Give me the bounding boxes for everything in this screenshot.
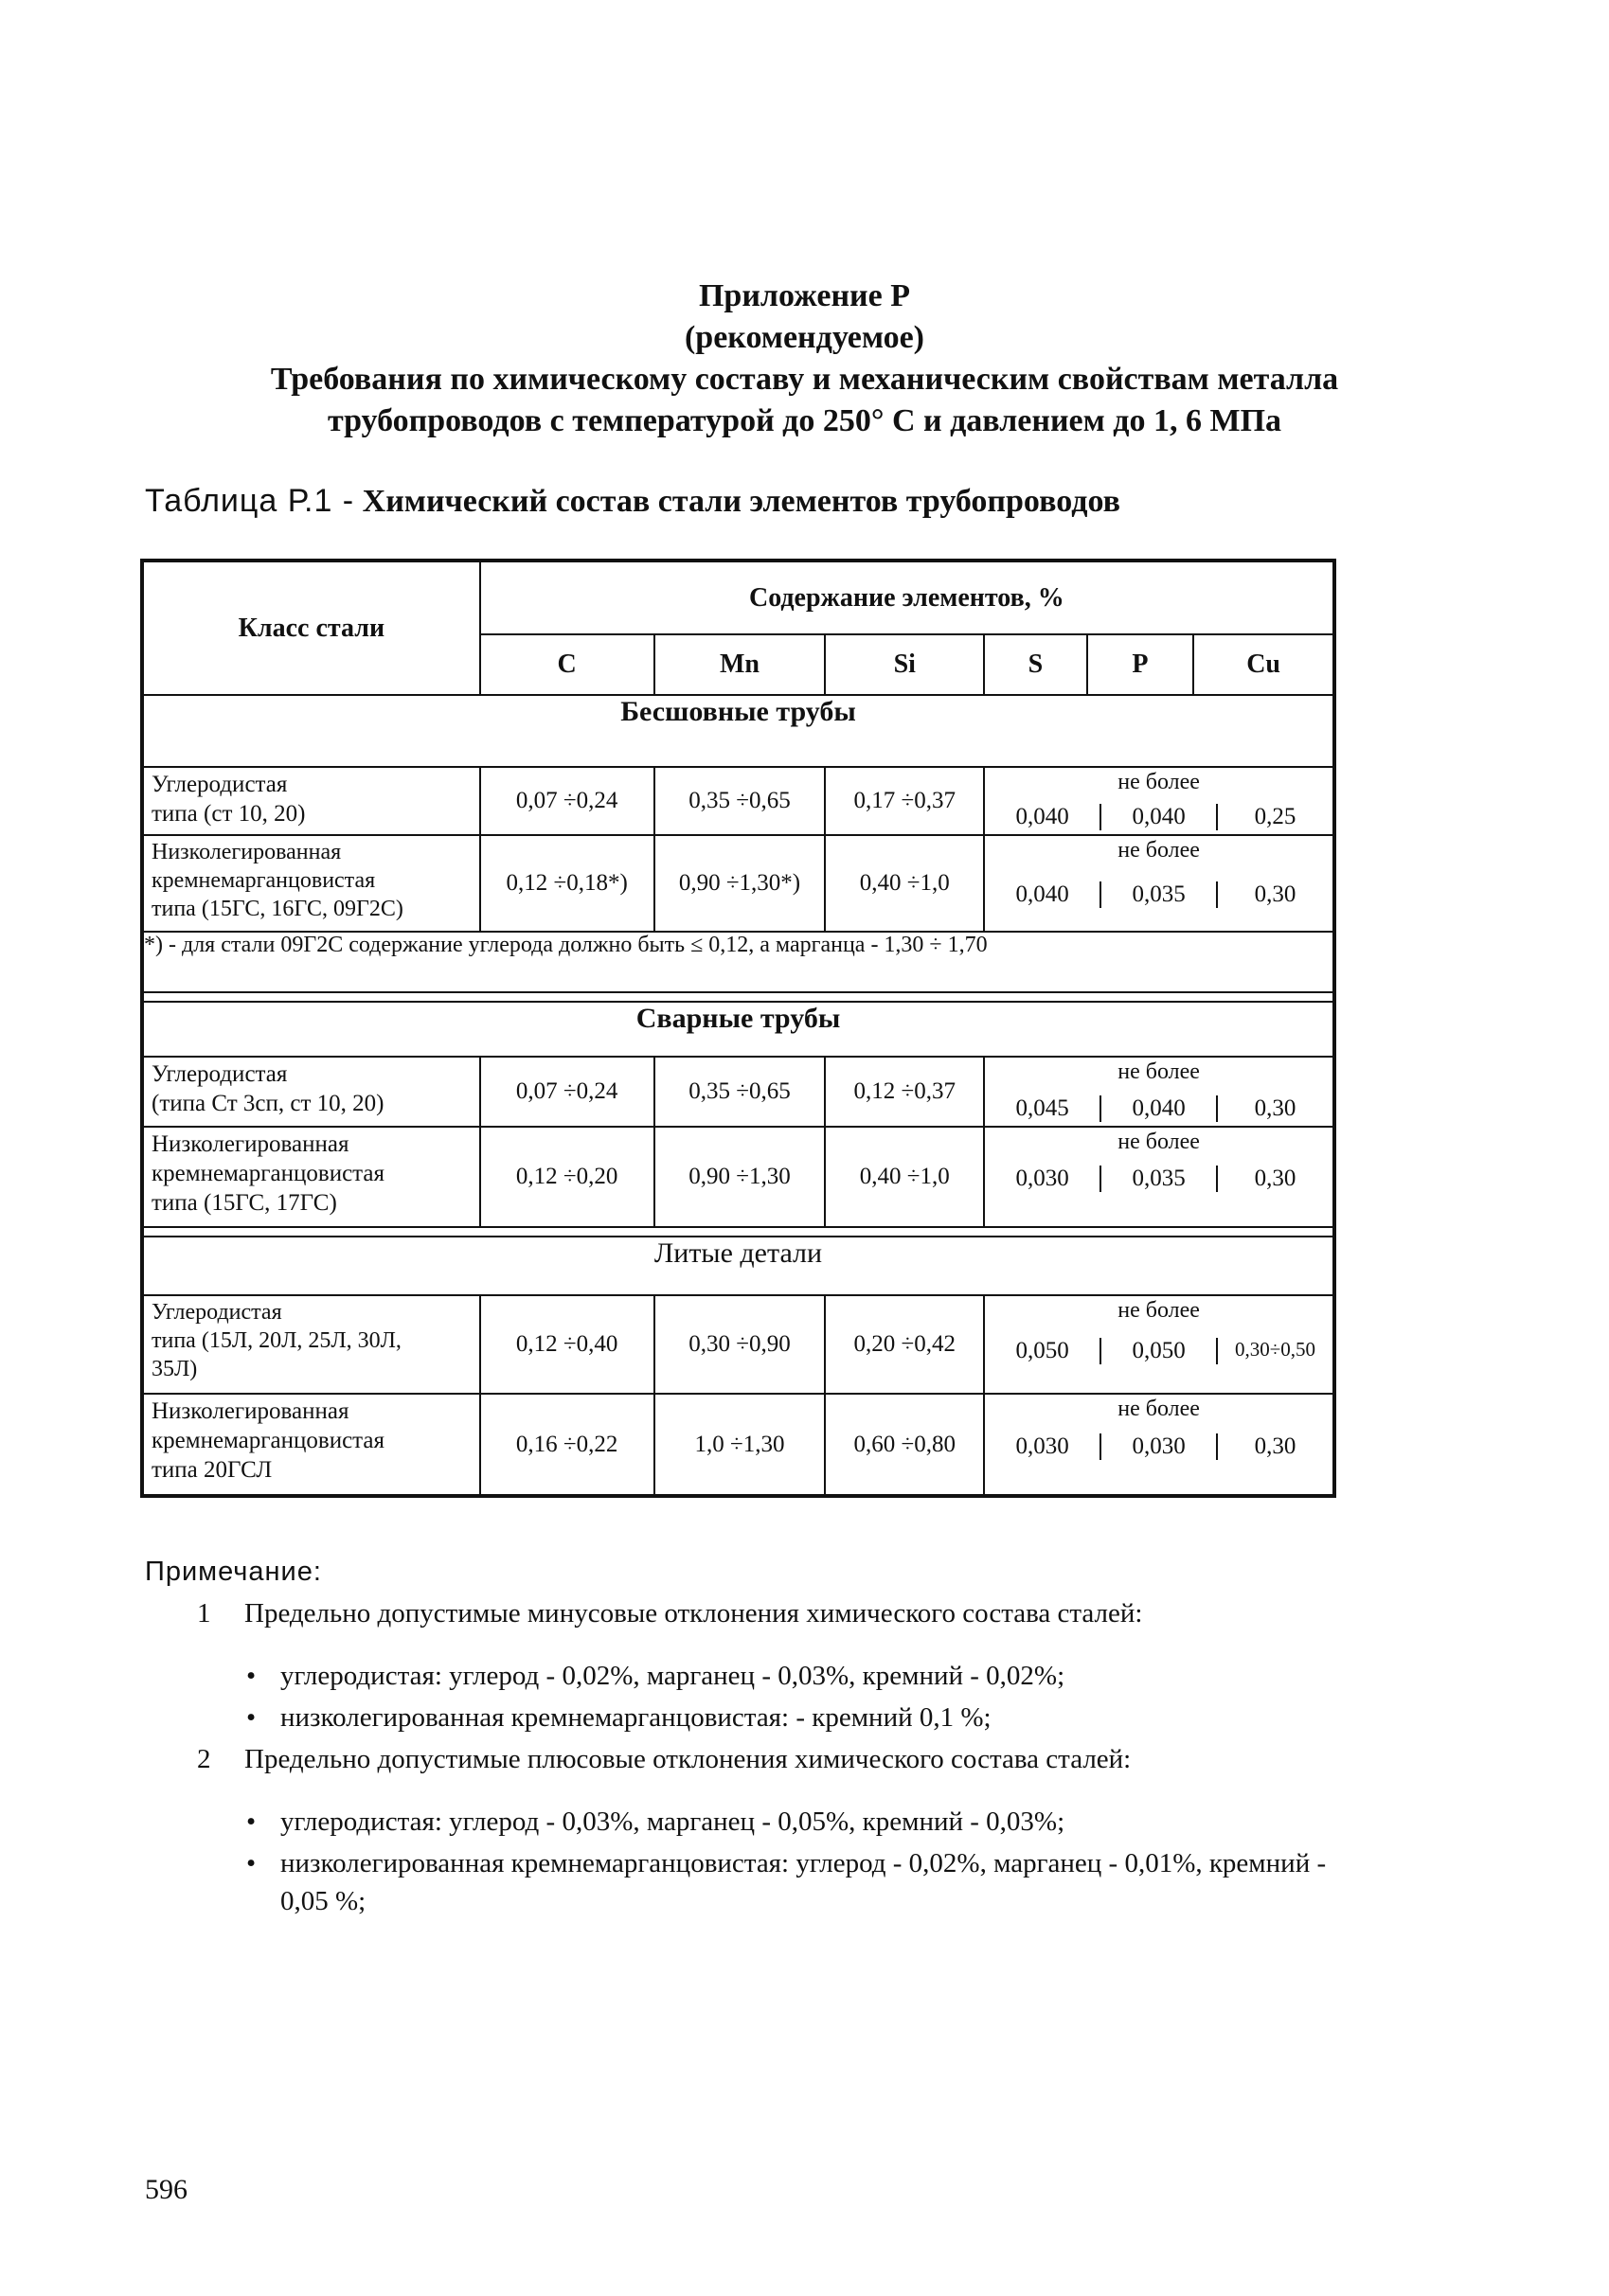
- value-s: 0,040: [1015, 881, 1069, 907]
- steel-grade-cell: [142, 1127, 480, 1227]
- limit-values-cell: [984, 835, 1334, 932]
- header-col-cu: Cu: [1193, 634, 1334, 695]
- note-text: Предельно допустимые плюсовые отклонения химического состава сталей:: [244, 1744, 1132, 1774]
- value-p: 0,040: [1099, 1095, 1218, 1122]
- grade-line: типа 20ГСЛ: [152, 1457, 273, 1483]
- section-title-welded: Сварные трубы: [142, 1002, 1334, 1057]
- value-cu: 0,30: [1254, 881, 1296, 907]
- section-title-seamless: Бесшовные трубы: [142, 695, 1334, 767]
- value-c: 0,16 ÷0,22: [480, 1394, 654, 1496]
- value-s: 0,045: [1015, 1095, 1069, 1121]
- limit-label: не более: [1117, 1059, 1200, 1084]
- appendix-title: Приложение Р: [698, 278, 910, 313]
- grade-line: типа (ст 10, 20): [152, 801, 306, 827]
- page-number: 596: [145, 2174, 188, 2205]
- header-col-s: S: [984, 634, 1087, 695]
- table-caption-label: Таблица Р.1 -: [145, 483, 355, 519]
- steel-grade-cell: [142, 1295, 480, 1394]
- appendix-subtitle-line-2: трубопроводов с температурой до 250° С и давлением до 1, 6 МПа: [327, 403, 1282, 438]
- value-si: 0,40 ÷1,0: [825, 1127, 984, 1227]
- grade-line: Низколегированная: [152, 1131, 349, 1157]
- grade-line: Низколегированная: [152, 1398, 349, 1424]
- list-item: • низколегированная кремнемарганцовистая: углерод - 0,02%, марганец - 0,01%, кремний - 0,05 %;: [244, 1844, 1376, 1920]
- value-si: 0,60 ÷0,80: [825, 1394, 984, 1496]
- note-bullet-list: [145, 1803, 1376, 1920]
- value-cu: 0,25: [1254, 804, 1296, 829]
- notes-title: Примечание:: [145, 1557, 322, 1587]
- table-row: [142, 835, 1334, 932]
- chemical-composition-table: [140, 559, 1336, 1498]
- limit-values-cell: [984, 1127, 1334, 1227]
- steel-grade-cell: [142, 1394, 480, 1496]
- grade-line: Углеродистая: [152, 1061, 288, 1087]
- header-col-p: P: [1087, 634, 1194, 695]
- value-c: 0,12 ÷0,20: [480, 1127, 654, 1227]
- header-col-mn: Mn: [654, 634, 826, 695]
- list-item: • углеродистая: углерод - 0,03%, марганец - 0,05%, кремний - 0,03%;: [244, 1803, 1376, 1841]
- note-bullet-list: [145, 1657, 1376, 1736]
- value-c: 0,12 ÷0,18*): [480, 835, 654, 932]
- grade-line: типа (15ГС, 16ГС, 09Г2С): [152, 897, 403, 921]
- value-s: 0,040: [1015, 804, 1069, 829]
- steel-grade-cell: [142, 835, 480, 932]
- limit-values-cell: [984, 1295, 1334, 1394]
- section-divider: [142, 1227, 1334, 1237]
- value-si: 0,12 ÷0,37: [825, 1057, 984, 1127]
- limit-label: не более: [1117, 770, 1200, 794]
- table-caption: [145, 483, 1120, 520]
- header-steel-class: Класс стали: [142, 561, 480, 695]
- table-caption-title: Химический состав стали элементов трубопроводов: [362, 484, 1120, 519]
- appendix-status: (рекомендуемое): [684, 320, 925, 355]
- value-p: 0,035: [1099, 881, 1218, 908]
- value-s: 0,030: [1015, 1433, 1069, 1459]
- value-si: 0,20 ÷0,42: [825, 1295, 984, 1394]
- section-title-cast: Литые детали: [142, 1237, 1334, 1295]
- value-c: 0,12 ÷0,40: [480, 1295, 654, 1394]
- value-s: 0,050: [1015, 1338, 1069, 1363]
- limit-label: не более: [1117, 838, 1200, 863]
- header-col-c: С: [480, 634, 654, 695]
- appendix-subtitle-line-1: Требования по химическому составу и механическим свойствам металла: [270, 362, 1339, 397]
- table-row: [142, 767, 1334, 835]
- note-item: [145, 1740, 1376, 1778]
- header-col-si: Si: [825, 634, 984, 695]
- value-si: 0,17 ÷0,37: [825, 767, 984, 835]
- list-item: • углеродистая: углерод - 0,02%, марганец - 0,03%, кремний - 0,02%;: [244, 1657, 1376, 1695]
- grade-line: (типа Ст 3сп, ст 10, 20): [152, 1091, 384, 1116]
- table-footnote: *) - для стали 09Г2С содержание углерода должно быть ≤ 0,12, а марганца - 1,30 ÷ 1,70: [142, 932, 1334, 992]
- value-mn: 1,0 ÷1,30: [654, 1394, 826, 1496]
- limit-values-cell: [984, 767, 1334, 835]
- value-si: 0,40 ÷1,0: [825, 835, 984, 932]
- value-mn: 0,35 ÷0,65: [654, 767, 826, 835]
- grade-line: типа (15Л, 20Л, 25Л, 30Л,: [152, 1328, 402, 1353]
- table-row: [142, 1394, 1334, 1496]
- value-mn: 0,35 ÷0,65: [654, 1057, 826, 1127]
- steel-grade-cell: [142, 1057, 480, 1127]
- value-cu: 0,30: [1254, 1095, 1296, 1121]
- value-s: 0,030: [1015, 1166, 1069, 1191]
- header-element-content: Содержание элементов, %: [480, 561, 1334, 634]
- value-cu: 0,30: [1254, 1166, 1296, 1191]
- grade-line: Углеродистая: [152, 772, 288, 797]
- value-c: 0,07 ÷0,24: [480, 1057, 654, 1127]
- grade-line: кремнемарганцовистая: [152, 1161, 384, 1186]
- value-cu: 0,30: [1254, 1433, 1296, 1459]
- note-text: Предельно допустимые минусовые отклонения химического состава сталей:: [244, 1598, 1143, 1629]
- limit-values-cell: [984, 1057, 1334, 1127]
- limit-label: не более: [1117, 1397, 1200, 1421]
- table-row: [142, 1057, 1334, 1127]
- limit-values-cell: [984, 1394, 1334, 1496]
- grade-line: Углеродистая: [152, 1300, 282, 1325]
- value-cu: 0,30÷0,50: [1235, 1338, 1316, 1361]
- steel-grade-cell: [142, 767, 480, 835]
- table-row: [142, 1295, 1334, 1394]
- value-p: 0,035: [1099, 1166, 1218, 1192]
- value-p: 0,050: [1099, 1338, 1218, 1364]
- grade-line: Низколегированная: [152, 840, 342, 864]
- value-mn: 0,90 ÷1,30: [654, 1127, 826, 1227]
- value-mn: 0,90 ÷1,30*): [654, 835, 826, 932]
- grade-line: 35Л): [152, 1357, 198, 1381]
- table-row: [142, 1127, 1334, 1227]
- value-c: 0,07 ÷0,24: [480, 767, 654, 835]
- value-mn: 0,30 ÷0,90: [654, 1295, 826, 1394]
- note-number: 1: [197, 1598, 211, 1629]
- note-number: 2: [197, 1744, 211, 1774]
- grade-line: кремнемарганцовистая: [152, 1428, 384, 1453]
- value-p: 0,030: [1099, 1433, 1218, 1460]
- section-divider: [142, 992, 1334, 1002]
- grade-line: кремнемарганцовистая: [152, 868, 376, 893]
- limit-label: не более: [1117, 1298, 1200, 1323]
- note-item: [145, 1594, 1376, 1632]
- grade-line: типа (15ГС, 17ГС): [152, 1190, 337, 1216]
- value-p: 0,040: [1099, 804, 1218, 830]
- list-item: • низколегированная кремнемарганцовистая: - кремний 0,1 %;: [244, 1699, 1376, 1736]
- notes-block: [145, 1553, 1376, 1924]
- limit-label: не более: [1117, 1130, 1200, 1154]
